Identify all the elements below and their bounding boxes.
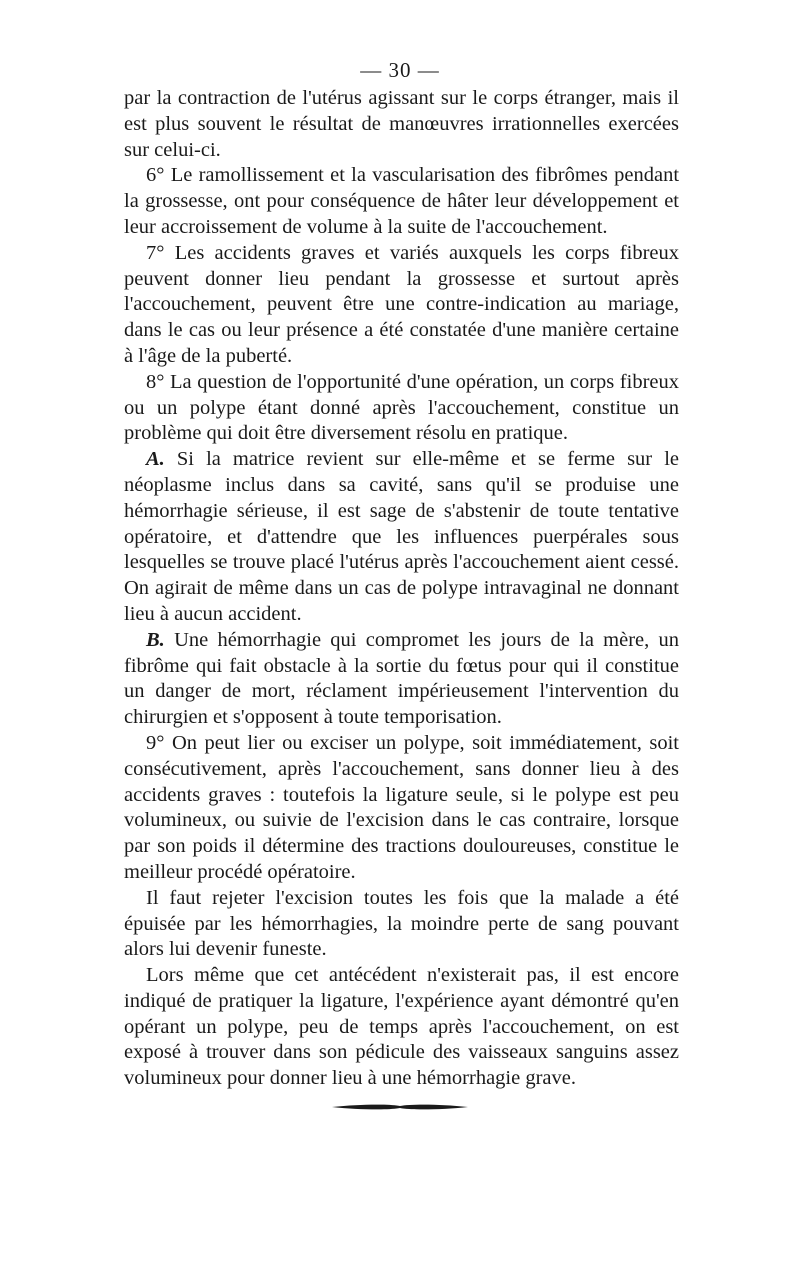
paragraph-marker: A. [146,448,165,471]
paragraph-text: Si la matrice revient sur elle-même et se ferme sur le néoplasme inclus dans sa cavité, sans qu'il se produise une hémorrhagie sérieuse, il est sage de s'abstenir de toute tentative opératoire, et d'attendre que les influences puerpérales sous lesquelles se trouve placé l'utérus après l'accouchement aient cessé. On agirait de même dans un cas de polype intravaginal ne donnant lieu à aucun accident. [124,448,679,625]
paragraph-marker: 7° [146,241,165,264]
paragraph-excision [124,886,679,963]
paragraph-marker: 9° [146,731,165,754]
paragraph-text: Lors même que cet antécédent n'existerait pas, il est encore indiqué de pratiquer la ligature, l'expérience ayant démontré qu'en opérant un polype, peu de temps après l'accouchement, on est exposé à trouver dans son pédicule des vaisseaux sanguins assez volumineux pour donner lieu à une hémorrhagie grave. [124,964,679,1090]
paragraph-text: La question de l'opportunité d'une opération, un corps fibreux ou un polype étant donné après l'accouchement, constitue un problème qui doit être diversement résolu en pratique. [124,370,679,445]
paragraph-8 [124,370,679,447]
paragraph-marker: 6° [146,164,165,187]
paragraph-marker: 8° [146,370,165,393]
paragraph-text: Le ramollissement et la vascularisation des fibrômes pendant la grossesse, ont pour conséquence de hâter leur développement et leur accroissement de volume à la suite de l'accouchement. [124,164,680,238]
paragraph-ligature [124,963,679,1092]
page-number: — 30 — [360,58,440,82]
paragraph-6 [124,163,679,240]
paragraph-text: Les accidents graves et variés auxquels les corps fibreux peuvent donner lieu pendant la grossesse et surtout après l'accouchement, peuvent être une contre-indication au mariage, dans le cas ou leur présence a été constatée d'une manière certaine à l'âge de la puberté. [124,241,679,367]
paragraph-9 [124,731,679,886]
paragraph-b [124,628,679,731]
body-text [124,86,679,1092]
ornament-divider [330,1103,470,1111]
paragraph-text: Une hémorrhagie qui compromet les jours de la mère, un fibrôme qui fait obstacle à la sortie du fœtus pour qui il constitue un danger de mort, réclament impérieusement l'intervention du chirurgien et s'opposent à toute temporisation. [124,628,680,729]
paragraph-text: Il faut rejeter l'excision toutes les fois que la malade a été épuisée par les hémorrhagies, la moindre perte de sang pouvant alors lui devenir funeste. [124,886,679,961]
paragraph-continuation [124,86,679,163]
paragraph-marker: B. [146,628,165,651]
paragraph-text: par la contraction de l'utérus agissant sur le corps étranger, mais il est plus souvent le résultat de manœuvres irrationnelles exercées sur celui-ci. [124,87,679,161]
paragraph-a [124,447,679,628]
paragraph-7 [124,241,679,370]
paragraph-text: On peut lier ou exciser un polype, soit immédiatement, soit consécutivement, après l'accouchement, sans donner lieu à des accidents graves : toutefois la ligature seule, si le polype est peu volumineux, ou suivie de l'excision dans le cas contraire, lorsque par son poids il détermine des tractions douloureuses, constitue le meilleur procédé opératoire. [124,731,680,883]
